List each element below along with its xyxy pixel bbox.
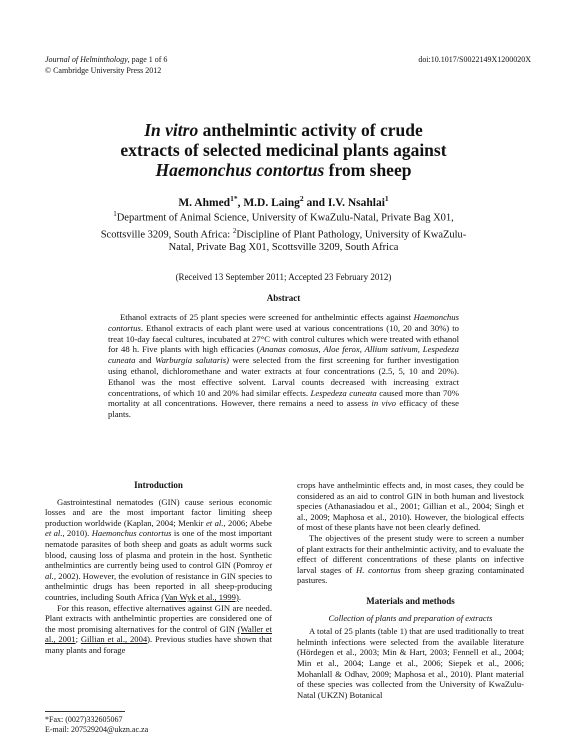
intro-paragraph-3: crops have anthelmintic effects and, in most cases, they could be considered as an aid to control GIN in both human and livestock species (Athanasiadou et al., 2001; Gillian et al., 2004; Singh et al., 2009; Maphosa et al., 2010). However, the biological effects of most of these plants have not been clearly defined. — [297, 480, 524, 533]
author-2: M.D. Laing — [243, 196, 300, 209]
left-column — [45, 480, 272, 656]
text: Gastrointestinal nematodes (GIN) cause serious economic losses and are the most important factor limiting sheep production worldwide (Kaplan, 2004; Menkir — [45, 496, 272, 528]
etal: et al. — [205, 517, 224, 528]
author-list — [40, 194, 527, 209]
text: For this reason, effective alternatives against GIN are needed. Plant extracts with anthelmintic properties are considered one of the most promising alternatives for the control of GIN — [45, 602, 272, 634]
abstract-italic: Warburgia salutaris) — [155, 355, 229, 366]
author-sep: , — [237, 196, 244, 209]
affil-sup-1: 1 — [113, 210, 117, 218]
abstract-italic: Haemonchus contortus — [108, 312, 459, 333]
citation-link[interactable]: (Waller et al., 2001 — [45, 623, 272, 645]
text: is one of the most important nematode parasites of both sheep and goats as adult worms suck blood, causing loss of plasma and protein in the host. Synthetic anthelmintics are currently being used to control GIN (Pomroy — [45, 528, 272, 571]
text: ; — [75, 634, 81, 645]
text: ). Previous studies have shown that many plants and forage — [45, 634, 272, 655]
author-3-sup: 1 — [384, 194, 389, 203]
page-info: , page 1 of 6 — [127, 55, 168, 64]
corresponding-star: * — [233, 194, 238, 203]
author-sep: and — [303, 196, 328, 209]
doi: doi:10.1017/S0022149X1200020X — [418, 55, 531, 64]
text: The objectives of the present study were to screen a number of plant extracts for their anthelmintic activity, and to evaluate the effect of different concentrations of these plants on infective larval stages of — [297, 532, 524, 575]
subsection-heading: Collection of plants and preparation of extracts — [328, 612, 493, 623]
abstract-text: were selected from the first screening for further investigation using ethanol, dichloromethane and water extracts at four concentrations (2.5, 5, 10 and 20%). Ethanol was the most effective solvent. Larval counts decreased with increasing extract concentrations, of which 10 and 20% had similar effects. — [108, 355, 460, 398]
author-1-sup: 1 — [230, 194, 234, 203]
citation-link[interactable]: Gillian et al., 2004 — [80, 634, 148, 645]
copyright: © Cambridge University Press 2012 — [45, 66, 162, 75]
abstract-italic: in vivo — [371, 398, 396, 409]
abstract-italic: Ananas comosus, Aloe ferox, Allium sativum, Lespedeza cuneata — [108, 344, 459, 366]
abstract-italic: Lespedeza cuneata — [310, 387, 377, 398]
author-2-sup: 2 — [299, 194, 304, 203]
title-italic: In vitro — [144, 120, 199, 140]
title-line2: extracts of selected medicinal plants against — [120, 140, 447, 160]
affil-2: Discipline of Plant Pathology, University of KwaZulu-Natal, Private Bag X01, Scottsville 3209, South Africa — [168, 229, 467, 253]
methods-paragraph-1: A total of 25 plants (table 1) that are used traditionally to treat helminth infections were selected from the available literature (Hördegen et al., 2003; Min & Hart, 2003; Fennell et al., 2004; Min et al., 2004; Lange et al., 2006; Siepek et al., 2006; Mohanlall & Odhav, 2009; Maphosa et al., 2010). Plant material of these species was collected from the University of KwaZulu-Natal (UKZN) Botanical — [297, 626, 524, 700]
intro-paragraph-2 — [45, 603, 272, 656]
text: , 2006; Abebe — [223, 517, 272, 528]
author-1: M. Ahmed — [178, 196, 231, 209]
received-dates: (Received 13 September 2011; Accepted 23 February 2012) — [175, 272, 392, 282]
text: , 2002). However, the evolution of resistance in GIN species to anthelmintic drugs has been reported in all sheep-producing countries, including South Africa — [45, 570, 272, 602]
journal-header — [45, 54, 167, 76]
citation-link[interactable]: (Van Wyk et al., 1999) — [161, 591, 239, 602]
right-column — [297, 480, 524, 700]
intro-paragraph-4 — [297, 533, 524, 586]
species-name: Haemonchus contortus — [91, 528, 172, 539]
affil-1: Department of Animal Science, University of KwaZulu-Natal, Private Bag X01, Scottsville 3209, South Africa: — [100, 212, 454, 240]
author-3: I.V. Nsahlai — [327, 196, 385, 209]
species-name: H. contortus — [356, 564, 401, 575]
abstract-text: Ethanol extracts of 25 plant species were screened for anthelmintic effects against — [120, 312, 414, 322]
methods-heading: Materials and methods — [366, 595, 455, 606]
footnote-rule — [45, 711, 125, 712]
title-line1: anthelmintic activity of crude — [198, 120, 423, 140]
affil-sup-2: 2 — [232, 226, 237, 235]
fax-footnote: *Fax: (0027)332605067 — [45, 715, 123, 724]
paper-title — [40, 120, 527, 180]
text: from sheep grazing contaminated pastures. — [297, 564, 524, 586]
abstract-text: . Ethanol extracts of each plant were used at various concentrations (10, 20 and 30%) to treat 10-day faecal cultures, incubated at 27°C with control cultures which were treated with ethanol for 48 h. Five plants with high efficacies ( — [108, 322, 459, 355]
introduction-heading: Introduction — [134, 480, 183, 490]
abstract-heading: Abstract — [266, 293, 301, 303]
text: , 2010). — [62, 528, 92, 539]
footnotes — [45, 715, 272, 735]
etal: et al. — [45, 560, 272, 581]
title-species: Haemonchus contortus — [155, 160, 325, 180]
abstract-text: and — [135, 355, 156, 366]
intro-paragraph-1 — [45, 497, 272, 603]
abstract-text: caused more than 70% mortality at all concentrations. However, there remains a need to assess — [108, 387, 459, 409]
abstract-body — [108, 312, 459, 420]
journal-name: Journal of Helminthology — [45, 55, 128, 64]
abstract-text: efficacy of these plants. — [108, 398, 459, 420]
email-footnote[interactable]: E-mail: 207529204@ukzn.ac.za — [45, 725, 149, 734]
title-line3: from sheep — [324, 160, 412, 180]
text: . — [238, 591, 241, 602]
affiliations — [100, 208, 467, 254]
etal: et al. — [45, 528, 63, 539]
